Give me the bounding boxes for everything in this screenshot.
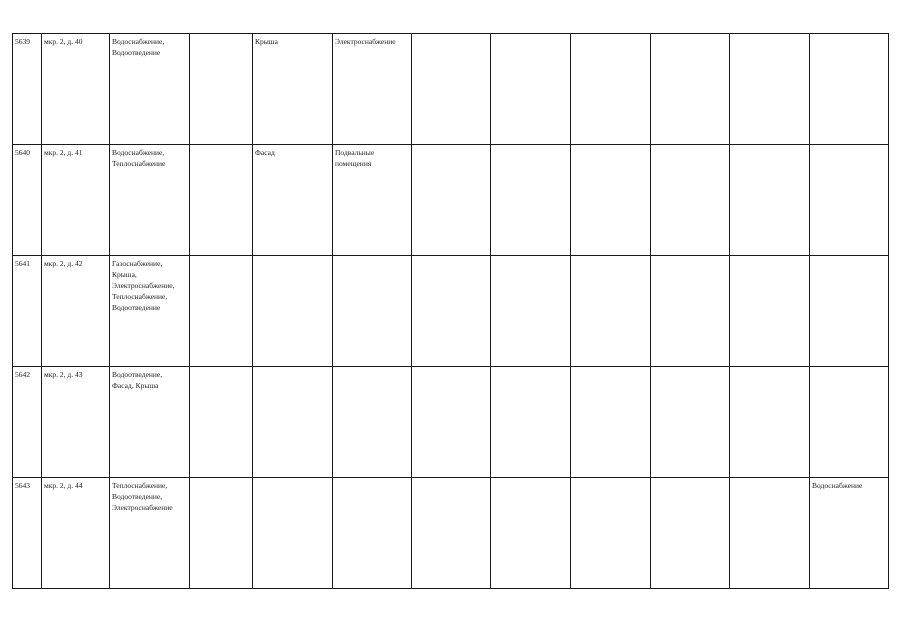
cell-7: [412, 256, 491, 367]
cell-10: [651, 478, 730, 589]
cell-4: [190, 145, 253, 256]
cell-5: [253, 367, 333, 478]
cell-8: [491, 367, 571, 478]
row-number-cell: [13, 34, 42, 145]
cell-11: [730, 256, 810, 367]
cell-text: Теплоснабжение, Водоотведение, Электроснабжение: [112, 481, 173, 512]
cell-11: [730, 367, 810, 478]
cell-text: мкр. 2, д. 40: [44, 37, 83, 46]
cell-6: [333, 34, 412, 145]
cell-7: [412, 478, 491, 589]
cell-4: [190, 34, 253, 145]
address-cell: [42, 34, 110, 145]
cell-9: [571, 367, 651, 478]
cell-text: 5639: [15, 37, 30, 46]
cell-11: [730, 478, 810, 589]
cell-text: 5642: [15, 370, 30, 379]
systems-cell: [110, 34, 190, 145]
row-number-cell: [13, 478, 42, 589]
address-cell: [42, 367, 110, 478]
row-number-cell: [13, 145, 42, 256]
table-body: [13, 34, 889, 589]
table-row: [13, 34, 889, 145]
cell-12: [810, 34, 889, 145]
cell-8: [491, 145, 571, 256]
cell-8: [491, 256, 571, 367]
cell-6: [333, 478, 412, 589]
row-number-cell: [13, 367, 42, 478]
cell-10: [651, 256, 730, 367]
cell-text: мкр. 2, д. 41: [44, 148, 83, 157]
cell-6: [333, 256, 412, 367]
systems-cell: [110, 256, 190, 367]
cell-12: [810, 256, 889, 367]
cell-4: [190, 367, 253, 478]
address-cell: [42, 478, 110, 589]
cell-10: [651, 145, 730, 256]
cell-text: Водоснабжение, Водоотведение: [112, 37, 165, 57]
cell-8: [491, 34, 571, 145]
cell-text: Фасад: [255, 148, 275, 157]
cell-5: [253, 478, 333, 589]
cell-text: Водоснабжение, Теплоснабжение: [112, 148, 166, 168]
table-row: [13, 478, 889, 589]
cell-11: [730, 34, 810, 145]
cell-4: [190, 256, 253, 367]
cell-5: [253, 34, 333, 145]
cell-text: мкр. 2, д. 43: [44, 370, 83, 379]
cell-text: Газоснабжение, Крыша, Электроснабжение, Теплоснабжение, Водоотведение: [112, 259, 175, 312]
buildings-table: [12, 33, 889, 589]
cell-10: [651, 34, 730, 145]
systems-cell: [110, 145, 190, 256]
cell-text: Крыша: [255, 37, 278, 46]
cell-4: [190, 478, 253, 589]
systems-cell: [110, 367, 190, 478]
table-row: [13, 367, 889, 478]
cell-9: [571, 145, 651, 256]
cell-5: [253, 145, 333, 256]
cell-8: [491, 478, 571, 589]
cell-7: [412, 34, 491, 145]
cell-9: [571, 34, 651, 145]
cell-text: Электроснабжение: [335, 37, 396, 46]
cell-12: [810, 478, 889, 589]
cell-9: [571, 256, 651, 367]
table-row: [13, 256, 889, 367]
address-cell: [42, 256, 110, 367]
cell-12: [810, 145, 889, 256]
cell-text: Водоснабжение: [812, 481, 863, 490]
cell-text: Подвальные помещения: [335, 148, 375, 168]
cell-12: [810, 367, 889, 478]
cell-text: 5643: [15, 481, 30, 490]
cell-5: [253, 256, 333, 367]
cell-text: мкр. 2, д. 44: [44, 481, 83, 490]
systems-cell: [110, 478, 190, 589]
cell-6: [333, 145, 412, 256]
cell-text: мкр. 2, д. 42: [44, 259, 83, 268]
cell-9: [571, 478, 651, 589]
row-number-cell: [13, 256, 42, 367]
cell-6: [333, 367, 412, 478]
cell-11: [730, 145, 810, 256]
cell-7: [412, 145, 491, 256]
cell-10: [651, 367, 730, 478]
table-row: [13, 145, 889, 256]
cell-text: Водоотведение, Фасад, Крыша: [112, 370, 163, 390]
cell-text: 5641: [15, 259, 30, 268]
cell-text: 5640: [15, 148, 30, 157]
address-cell: [42, 145, 110, 256]
cell-7: [412, 367, 491, 478]
